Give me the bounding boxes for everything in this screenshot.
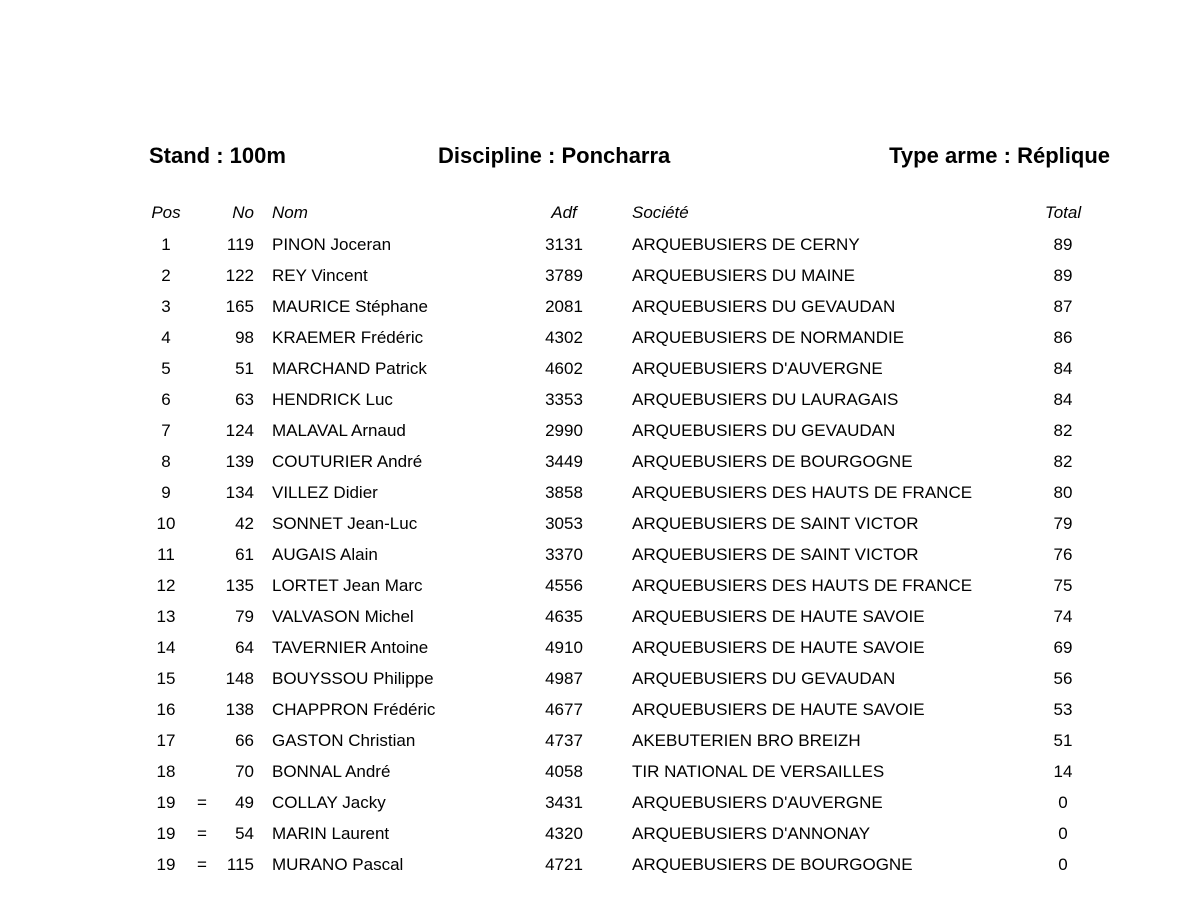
- cell-societe: ARQUEBUSIERS DU MAINE: [632, 266, 855, 285]
- cell-no: 139: [225, 452, 254, 471]
- cell-no: 79: [235, 607, 254, 626]
- cell-no: 63: [235, 390, 254, 409]
- cell-pos: 6: [161, 390, 171, 409]
- cell-nom: MURANO Pascal: [272, 855, 404, 874]
- cell-pos: 1: [161, 235, 171, 254]
- cell-adf: 4602: [545, 359, 583, 378]
- cell-adf: 4058: [545, 762, 583, 781]
- cell-pos: 19: [156, 793, 176, 812]
- cell-total: 82: [1053, 421, 1073, 440]
- cell-total: 56: [1053, 669, 1073, 688]
- column-header-no: No: [232, 203, 254, 222]
- cell-no: 66: [235, 731, 254, 750]
- cell-nom: VILLEZ Didier: [272, 483, 378, 502]
- table-row: [0, 601, 1190, 632]
- table-row: [0, 508, 1190, 539]
- cell-societe: ARQUEBUSIERS DES HAUTS DE FRANCE: [632, 483, 973, 502]
- cell-pos: 18: [156, 762, 176, 781]
- cell-total: 86: [1053, 328, 1073, 347]
- cell-adf: 3131: [545, 235, 583, 254]
- cell-adf: 3053: [545, 514, 583, 533]
- cell-no: 122: [225, 266, 254, 285]
- cell-adf: 2081: [545, 297, 583, 316]
- cell-no: 138: [225, 700, 254, 719]
- cell-societe: ARQUEBUSIERS DE NORMANDIE: [632, 328, 905, 347]
- cell-no: 70: [235, 762, 254, 781]
- cell-total: 0: [1058, 855, 1068, 874]
- results-table: [0, 197, 1190, 880]
- cell-societe: ARQUEBUSIERS DU LAURAGAIS: [632, 390, 899, 409]
- cell-nom: MALAVAL Arnaud: [272, 421, 406, 440]
- cell-adf: 2990: [545, 421, 583, 440]
- cell-total: 89: [1053, 235, 1073, 254]
- cell-societe: ARQUEBUSIERS DU GEVAUDAN: [632, 669, 896, 688]
- cell-nom: AUGAIS Alain: [272, 545, 378, 564]
- cell-nom: BOUYSSOU Philippe: [272, 669, 434, 688]
- cell-societe: ARQUEBUSIERS DE HAUTE SAVOIE: [632, 607, 925, 626]
- cell-nom: MARCHAND Patrick: [272, 359, 427, 378]
- table-row: [0, 725, 1190, 756]
- table-row: [0, 322, 1190, 353]
- cell-total: 84: [1053, 359, 1073, 378]
- cell-no: 54: [235, 824, 254, 843]
- cell-no: 42: [235, 514, 254, 533]
- cell-pos: 19: [156, 855, 176, 874]
- table-row: [0, 694, 1190, 725]
- cell-pos: 11: [157, 545, 175, 564]
- cell-total: 0: [1058, 793, 1068, 812]
- cell-pos: 16: [156, 700, 176, 719]
- cell-pos: 14: [156, 638, 176, 657]
- cell-no: 64: [235, 638, 254, 657]
- cell-no: 124: [225, 421, 254, 440]
- cell-tie: =: [197, 855, 207, 874]
- cell-adf: 3431: [545, 793, 583, 812]
- column-header-adf: Adf: [551, 203, 577, 222]
- cell-adf: 3449: [545, 452, 583, 471]
- table-body: [0, 229, 1190, 880]
- cell-societe: TIR NATIONAL DE VERSAILLES: [632, 762, 885, 781]
- table-row: [0, 477, 1190, 508]
- cell-adf: 4302: [545, 328, 583, 347]
- column-header-societe: Société: [632, 203, 689, 222]
- table-row: [0, 632, 1190, 663]
- cell-tie: =: [197, 824, 207, 843]
- cell-total: 89: [1053, 266, 1073, 285]
- cell-nom: GASTON Christian: [272, 731, 416, 750]
- cell-adf: 4910: [545, 638, 583, 657]
- cell-societe: ARQUEBUSIERS D'ANNONAY: [632, 824, 871, 843]
- cell-pos: 10: [156, 514, 176, 533]
- table-row: [0, 415, 1190, 446]
- cell-total: 80: [1053, 483, 1073, 502]
- cell-societe: ARQUEBUSIERS D'AUVERGNE: [632, 359, 883, 378]
- cell-no: 119: [226, 235, 254, 254]
- cell-pos: 17: [156, 731, 176, 750]
- cell-total: 74: [1053, 607, 1073, 626]
- cell-nom: MARIN Laurent: [272, 824, 390, 843]
- cell-nom: REY Vincent: [272, 266, 368, 285]
- cell-adf: 3370: [545, 545, 583, 564]
- table-row: [0, 353, 1190, 384]
- cell-societe: AKEBUTERIEN BRO BREIZH: [632, 731, 861, 750]
- table-row: [0, 229, 1190, 260]
- cell-no: 61: [235, 545, 254, 564]
- cell-pos: 19: [156, 824, 176, 843]
- cell-no: 51: [235, 359, 254, 378]
- cell-societe: ARQUEBUSIERS DE HAUTE SAVOIE: [632, 700, 925, 719]
- cell-societe: ARQUEBUSIERS DU GEVAUDAN: [632, 421, 896, 440]
- cell-pos: 9: [161, 483, 171, 502]
- cell-adf: 4635: [545, 607, 583, 626]
- cell-adf: 3353: [545, 390, 583, 409]
- cell-adf: 4677: [545, 700, 583, 719]
- cell-societe: ARQUEBUSIERS DE BOURGOGNE: [632, 855, 913, 874]
- table-row: [0, 818, 1190, 849]
- table-row: [0, 787, 1190, 818]
- cell-tie: =: [197, 793, 207, 812]
- table-row: [0, 446, 1190, 477]
- cell-total: 14: [1053, 762, 1073, 781]
- cell-pos: 3: [161, 297, 171, 316]
- table-row: [0, 756, 1190, 787]
- cell-total: 84: [1053, 390, 1073, 409]
- cell-nom: VALVASON Michel: [272, 607, 414, 626]
- cell-no: 49: [235, 793, 254, 812]
- cell-adf: 3789: [545, 266, 583, 285]
- cell-total: 79: [1053, 514, 1073, 533]
- cell-nom: COUTURIER André: [272, 452, 423, 471]
- table-row: [0, 570, 1190, 601]
- cell-societe: ARQUEBUSIERS D'AUVERGNE: [632, 793, 883, 812]
- cell-nom: TAVERNIER Antoine: [272, 638, 429, 657]
- cell-no: 165: [225, 297, 254, 316]
- table-row: [0, 539, 1190, 570]
- cell-pos: 4: [161, 328, 171, 347]
- cell-no: 134: [225, 483, 254, 502]
- cell-no: 115: [226, 855, 254, 874]
- discipline-title: Discipline : Poncharra: [438, 143, 671, 168]
- cell-societe: ARQUEBUSIERS DE BOURGOGNE: [632, 452, 913, 471]
- cell-adf: 4556: [545, 576, 583, 595]
- cell-adf: 4987: [545, 669, 583, 688]
- cell-nom: SONNET Jean-Luc: [272, 514, 418, 533]
- cell-total: 53: [1053, 700, 1073, 719]
- cell-pos: 7: [161, 421, 171, 440]
- cell-total: 76: [1053, 545, 1073, 564]
- cell-pos: 8: [161, 452, 171, 471]
- cell-nom: HENDRICK Luc: [272, 390, 393, 409]
- table-header-row: [0, 197, 1190, 229]
- cell-nom: COLLAY Jacky: [272, 793, 386, 812]
- cell-nom: CHAPPRON Frédéric: [272, 700, 436, 719]
- table-row: [0, 291, 1190, 322]
- cell-total: 0: [1058, 824, 1068, 843]
- cell-nom: BONNAL André: [272, 762, 391, 781]
- cell-societe: ARQUEBUSIERS DES HAUTS DE FRANCE: [632, 576, 973, 595]
- table-row: [0, 384, 1190, 415]
- cell-adf: 4737: [545, 731, 583, 750]
- cell-nom: MAURICE Stéphane: [272, 297, 428, 316]
- cell-total: 51: [1053, 731, 1073, 750]
- cell-societe: ARQUEBUSIERS DU GEVAUDAN: [632, 297, 896, 316]
- cell-total: 75: [1053, 576, 1073, 595]
- cell-nom: LORTET Jean Marc: [272, 576, 423, 595]
- cell-no: 135: [225, 576, 254, 595]
- cell-nom: KRAEMER Frédéric: [272, 328, 424, 347]
- cell-adf: 3858: [545, 483, 583, 502]
- cell-nom: PINON Joceran: [272, 235, 392, 254]
- cell-no: 148: [225, 669, 254, 688]
- cell-societe: ARQUEBUSIERS DE SAINT VICTOR: [632, 514, 919, 533]
- cell-adf: 4721: [545, 855, 583, 874]
- table-row: [0, 663, 1190, 694]
- cell-societe: ARQUEBUSIERS DE HAUTE SAVOIE: [632, 638, 925, 657]
- cell-pos: 13: [156, 607, 176, 626]
- column-header-total: Total: [1044, 203, 1082, 222]
- column-header-pos: Pos: [151, 203, 181, 222]
- stand-title: Stand : 100m: [149, 143, 286, 168]
- cell-pos: 15: [156, 669, 176, 688]
- cell-total: 69: [1053, 638, 1073, 657]
- cell-pos: 2: [161, 266, 171, 285]
- column-header-nom: Nom: [272, 203, 308, 222]
- weapon-type-title: Type arme : Réplique: [889, 143, 1110, 168]
- cell-total: 82: [1053, 452, 1073, 471]
- cell-pos: 12: [156, 576, 176, 595]
- cell-pos: 5: [161, 359, 171, 378]
- table-row: [0, 849, 1190, 880]
- cell-total: 87: [1053, 297, 1073, 316]
- cell-societe: ARQUEBUSIERS DE SAINT VICTOR: [632, 545, 919, 564]
- cell-adf: 4320: [545, 824, 583, 843]
- cell-societe: ARQUEBUSIERS DE CERNY: [632, 235, 860, 254]
- cell-no: 98: [235, 328, 254, 347]
- table-row: [0, 260, 1190, 291]
